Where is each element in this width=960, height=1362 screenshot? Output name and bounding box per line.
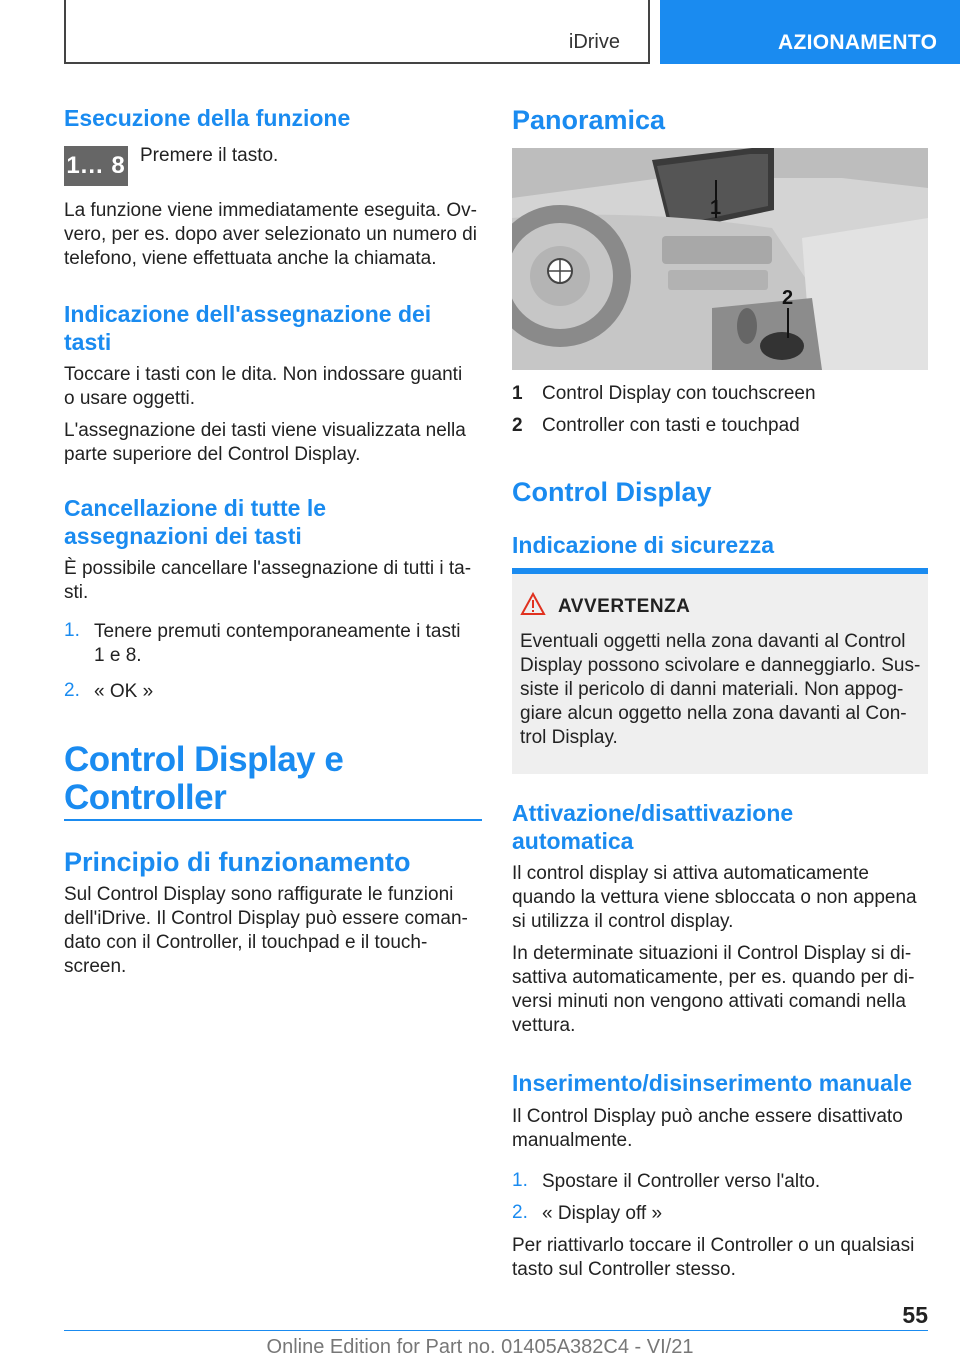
heading-key-assignment: Indicazione dell'assegnazione dei tasti [64,301,432,355]
assignment-paragraph-2: L'assegnazione dei tasti viene visualizzata nella parte superiore del Control Display. [64,420,466,465]
header-frame [64,0,650,64]
cancel-paragraph: È possibile cancellare l'assegnazione di tutti i ta- sti. [64,558,472,603]
warning-text: Eventuali oggetti nella zona davanti al Control Display possono scivolare e danneggiarlo. Sus- siste il pericolo di danni materiali. Non appog- giare alcun oggetto nella zona davanti al Con- trol Display. [520,631,921,748]
step-text: Spostare il Controller verso l'alto. [542,1171,821,1192]
header-chapter-tab[interactable] [660,0,960,64]
callout-1: 1 [710,197,722,219]
step-number: 1. [64,620,80,641]
heading-function-exec: Esecuzione della funzione [64,105,351,131]
legend-text: Control Display con touchscreen [542,383,816,404]
header-chapter-label: AZIONAMENTO [778,31,938,54]
warning-box [512,568,928,774]
chapter-heading-control-display: Control Display e Controller [64,740,344,817]
step-number: 1. [512,1170,528,1191]
step-number: 2. [64,680,80,701]
footer-edition: Online Edition for Part no. 01405A382C4 - VI/21 [266,1336,694,1358]
step-text: « Display off » [542,1203,663,1224]
auto-paragraph-1: Il control display si attiva automaticamente quando la vettura viene sbloccata o non appena si utilizza il control display. [512,863,917,932]
legend-number: 2 [512,415,523,436]
manual-paragraph: Il Control Display può anche essere disattivato manualmente. [512,1106,903,1151]
header-section-title: iDrive [568,31,620,53]
legend-text: Controller con tasti e touchpad [542,415,800,436]
heading-safety: Indicazione di sicurezza [512,532,775,558]
principle-paragraph: Sul Control Display sono raffigurate le funzioni dell'iDrive. Il Control Display può essere coman- dato con il Controller, il touchpad e il touch- screen. [64,884,468,977]
heading-control-display: Control Display [512,477,712,507]
cockpit-illustration [512,148,928,370]
chapter-rule [64,819,482,821]
auto-paragraph-2: In determinate situazioni il Control Display si di- sattiva automaticamente, per es. quando per di- versi minuti non vengono attivati comandi nella vettura. [512,943,915,1036]
reactivate-paragraph: Per riattivarlo toccare il Controller o un qualsiasi tasto sul Controller stesso. [512,1235,915,1280]
assignment-paragraph-1: Toccare i tasti con le dita. Non indossare guanti o usare oggetti. [64,364,463,409]
page-number: 55 [902,1302,928,1328]
keys-1-8-icon: 1... 8 [64,146,128,186]
step-number: 2. [512,1202,528,1223]
warning-triangle-icon [520,592,546,616]
heading-manual: Inserimento/disinserimento manuale [512,1070,913,1096]
heading-principle: Principio di funzionamento [64,847,411,877]
exec-paragraph: La funzione viene immediatamente eseguita. Ov- vero, per es. dopo aver selezionato un numero di telefono, viene effettuata anche la chiamata. [64,200,477,269]
heading-overview: Panoramica [512,105,666,135]
legend-number: 1 [512,383,523,404]
heading-auto-activation: Attivazione/disattivazione automatica [512,800,794,854]
step-text: Tenere premuti contemporaneamente i tasti 1 e 8. [94,621,461,666]
footer-rule [64,1330,928,1331]
callout-2: 2 [782,287,794,309]
press-key-text: Premere il tasto. [140,145,279,166]
warning-title: AVVERTENZA [558,596,691,617]
heading-cancel-assignments: Cancellazione di tutte le assegnazioni dei tasti [64,495,326,549]
cockpit-drawing [512,148,928,370]
step-text: « OK » [94,681,154,702]
